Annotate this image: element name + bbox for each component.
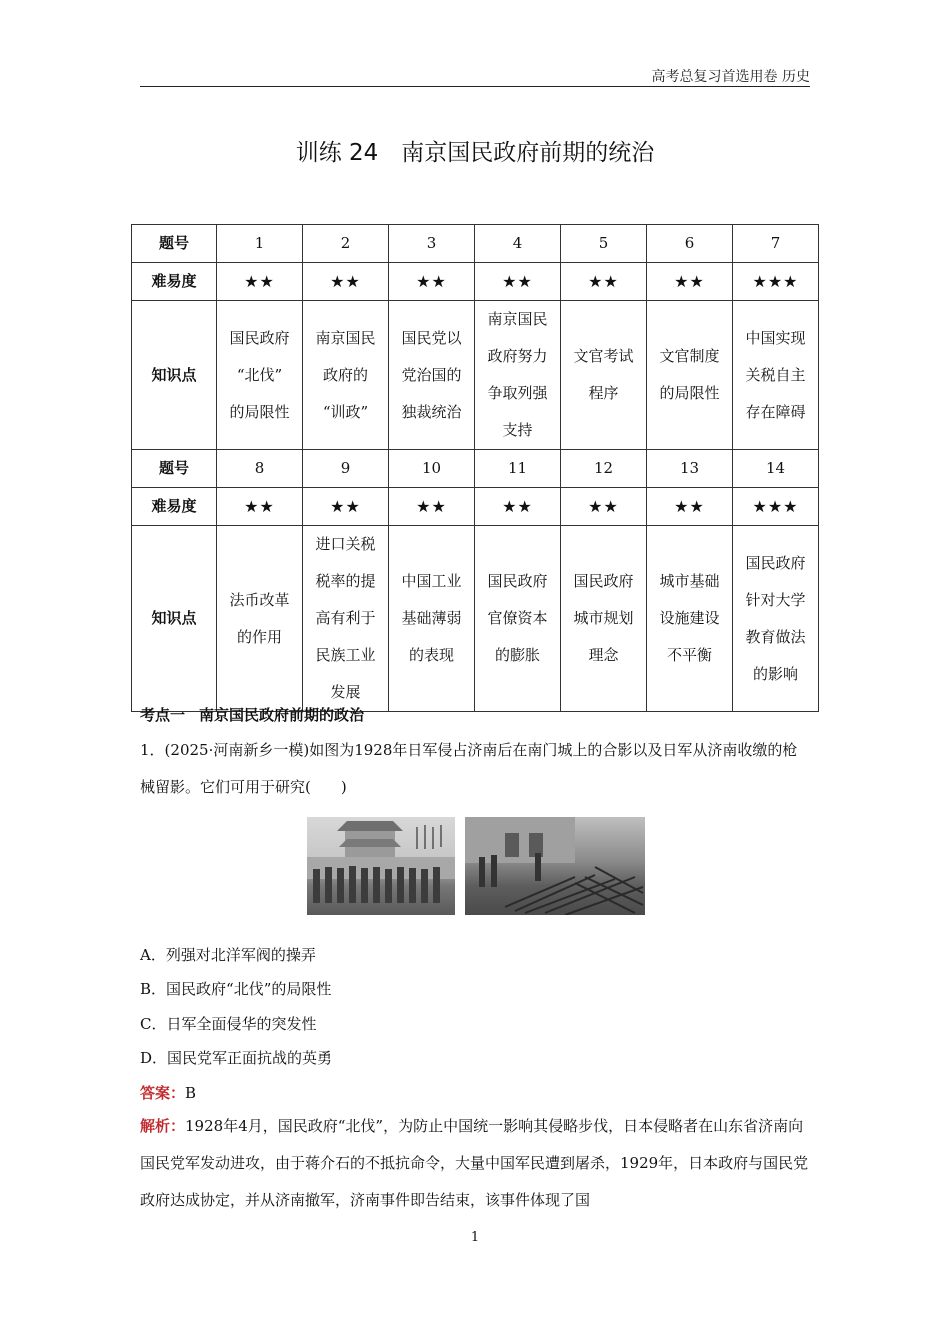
question-number-cell: 6 bbox=[647, 225, 733, 263]
difficulty-cell: ★★ bbox=[561, 488, 647, 526]
knowledge-line: 文官制度 bbox=[659, 347, 720, 365]
question-number-cell: 14 bbox=[733, 450, 819, 488]
knowledge-line: 国民党以 bbox=[401, 328, 462, 347]
knowledge-cell bbox=[475, 301, 561, 450]
knowledge-cell bbox=[647, 526, 733, 712]
question-number-cell: 8 bbox=[217, 450, 303, 488]
difficulty-cell: ★★ bbox=[303, 488, 389, 526]
knowledge-line: 教育做法 bbox=[745, 627, 806, 646]
row-label-knowledge: 知识点 bbox=[132, 301, 217, 450]
difficulty-cell: ★★★ bbox=[733, 488, 819, 526]
knowledge-line: 党治国的 bbox=[401, 365, 462, 384]
knowledge-line: 的膨胀 bbox=[494, 646, 540, 664]
knowledge-line: 针对大学 bbox=[745, 590, 806, 609]
difficulty-cell: ★★ bbox=[647, 263, 733, 301]
knowledge-cell bbox=[647, 301, 733, 450]
knowledge-cell bbox=[475, 526, 561, 712]
knowledge-line: 南京国民 bbox=[315, 328, 376, 347]
question-number-cell: 3 bbox=[389, 225, 475, 263]
analysis bbox=[140, 1108, 812, 1219]
knowledge-cell bbox=[733, 301, 819, 450]
row-label-difficulty: 难易度 bbox=[132, 488, 217, 526]
knowledge-table bbox=[131, 224, 819, 712]
knowledge-line: 的表现 bbox=[408, 646, 454, 664]
difficulty-cell: ★★ bbox=[561, 263, 647, 301]
difficulty-cell: ★★ bbox=[475, 488, 561, 526]
difficulty-cell: ★★ bbox=[647, 488, 733, 526]
knowledge-line: 进口关税 bbox=[315, 535, 376, 553]
header-text: 高考总复习首选用卷 历史 bbox=[651, 69, 810, 85]
difficulty-cell: ★★ bbox=[303, 263, 389, 301]
section-label: 考点一 bbox=[140, 706, 186, 724]
question-number-cell: 1 bbox=[217, 225, 303, 263]
difficulty-cell: ★★★ bbox=[733, 263, 819, 301]
knowledge-line: 政府努力 bbox=[487, 347, 548, 365]
knowledge-cell bbox=[733, 526, 819, 712]
knowledge-line: 基础薄弱 bbox=[401, 609, 462, 627]
knowledge-line: 城市规划 bbox=[573, 609, 634, 627]
analysis-label: 解析： bbox=[140, 1117, 186, 1135]
knowledge-line: 高有利于 bbox=[315, 609, 376, 627]
question-number-cell: 2 bbox=[303, 225, 389, 263]
knowledge-line: 独裁统治 bbox=[401, 402, 462, 421]
knowledge-cell bbox=[217, 526, 303, 712]
knowledge-cell bbox=[217, 301, 303, 450]
answer-label: 答案： bbox=[140, 1084, 186, 1102]
analysis-text: 1928年4月，国民政府“北伐”，为防止中国统一影响其侵略步伐，日本侵略者在山东省济南向国民党军发动进攻，由于蒋介石的不抵抗命令，大量中国军民遭到屠杀，1929年，日本政府与国民党政府达成协定，并从济南撤军，济南事件即告结束，该事件体现了国 bbox=[140, 1117, 809, 1209]
difficulty-cell: ★★ bbox=[389, 488, 475, 526]
question-stem: 1．(2025·河南新乡一模)如图为1928年日军侵占济南后在南门城上的合影以及日军从济南收缴的枪械留影。它们可用于研究( ) bbox=[140, 741, 798, 796]
option-a: A．列强对北洋军阀的操弄 bbox=[140, 946, 316, 964]
answer-value: B bbox=[185, 1084, 197, 1102]
knowledge-line: 关税自主 bbox=[745, 365, 806, 384]
question-number-cell: 12 bbox=[561, 450, 647, 488]
knowledge-cell bbox=[561, 301, 647, 450]
knowledge-line: 国民政府 bbox=[573, 572, 634, 590]
knowledge-line: 城市基础 bbox=[659, 572, 720, 590]
knowledge-line: 理念 bbox=[588, 646, 619, 664]
difficulty-cell: ★★ bbox=[475, 263, 561, 301]
row-label-difficulty: 难易度 bbox=[132, 263, 217, 301]
knowledge-line: 文官考试 bbox=[573, 347, 634, 365]
question-figure bbox=[307, 817, 645, 915]
knowledge-line: 的局限性 bbox=[229, 402, 290, 421]
knowledge-line: 的作用 bbox=[236, 627, 282, 646]
knowledge-line: 国民政府 bbox=[487, 572, 548, 590]
difficulty-cell: ★★ bbox=[217, 488, 303, 526]
question-number-cell: 10 bbox=[389, 450, 475, 488]
question-number-cell: 9 bbox=[303, 450, 389, 488]
knowledge-line: 支持 bbox=[502, 421, 533, 439]
row-label-num: 题号 bbox=[132, 225, 217, 263]
knowledge-line: 不平衡 bbox=[666, 646, 712, 664]
knowledge-line: 国民政府 bbox=[229, 328, 290, 347]
knowledge-line: 中国实现 bbox=[745, 328, 806, 347]
knowledge-line: 南京国民 bbox=[487, 310, 548, 328]
knowledge-line: 政府的 bbox=[322, 365, 368, 384]
difficulty-cell: ★★ bbox=[217, 263, 303, 301]
answer bbox=[140, 1082, 196, 1103]
knowledge-line: 的局限性 bbox=[659, 384, 720, 402]
knowledge-line: “北伐” bbox=[236, 365, 283, 384]
knowledge-line: 官僚资本 bbox=[487, 609, 548, 627]
photo-city-gate bbox=[307, 817, 455, 915]
photo-seized-weapons bbox=[465, 817, 645, 915]
knowledge-line: 争取列强 bbox=[487, 384, 548, 402]
difficulty-cell: ★★ bbox=[389, 263, 475, 301]
knowledge-line: 国民政府 bbox=[745, 553, 806, 572]
page-title: 训练 24 南京国民政府前期的统治 bbox=[295, 140, 655, 166]
question-number-cell: 4 bbox=[475, 225, 561, 263]
knowledge-line: 发展 bbox=[330, 683, 361, 701]
knowledge-cell bbox=[303, 526, 389, 712]
knowledge-line: 的影响 bbox=[752, 664, 798, 683]
page-header bbox=[140, 64, 810, 87]
knowledge-cell bbox=[389, 526, 475, 712]
knowledge-line: 存在障碍 bbox=[745, 402, 806, 421]
section-title: 南京国民政府前期的政治 bbox=[199, 706, 365, 724]
knowledge-cell bbox=[303, 301, 389, 450]
question-number-cell: 11 bbox=[475, 450, 561, 488]
question-number-cell: 5 bbox=[561, 225, 647, 263]
knowledge-line: “训政” bbox=[322, 402, 369, 421]
row-label-num: 题号 bbox=[132, 450, 217, 488]
knowledge-line: 税率的提 bbox=[315, 572, 376, 590]
knowledge-line: 设施建设 bbox=[659, 609, 720, 627]
page-number: 1 bbox=[470, 1230, 480, 1245]
knowledge-line: 程序 bbox=[588, 384, 619, 402]
question-number-cell: 7 bbox=[733, 225, 819, 263]
knowledge-line: 法币改革 bbox=[229, 590, 290, 609]
option-d: D．国民党军正面抗战的英勇 bbox=[140, 1049, 333, 1067]
knowledge-cell bbox=[389, 301, 475, 450]
knowledge-line: 民族工业 bbox=[315, 646, 376, 664]
knowledge-line: 中国工业 bbox=[401, 572, 462, 590]
row-label-knowledge: 知识点 bbox=[132, 526, 217, 712]
knowledge-cell bbox=[561, 526, 647, 712]
option-b: B．国民政府“北伐”的局限性 bbox=[140, 980, 332, 998]
question-number-cell: 13 bbox=[647, 450, 733, 488]
section-heading bbox=[140, 704, 378, 725]
option-c: C．日军全面侵华的突发性 bbox=[140, 1015, 317, 1033]
